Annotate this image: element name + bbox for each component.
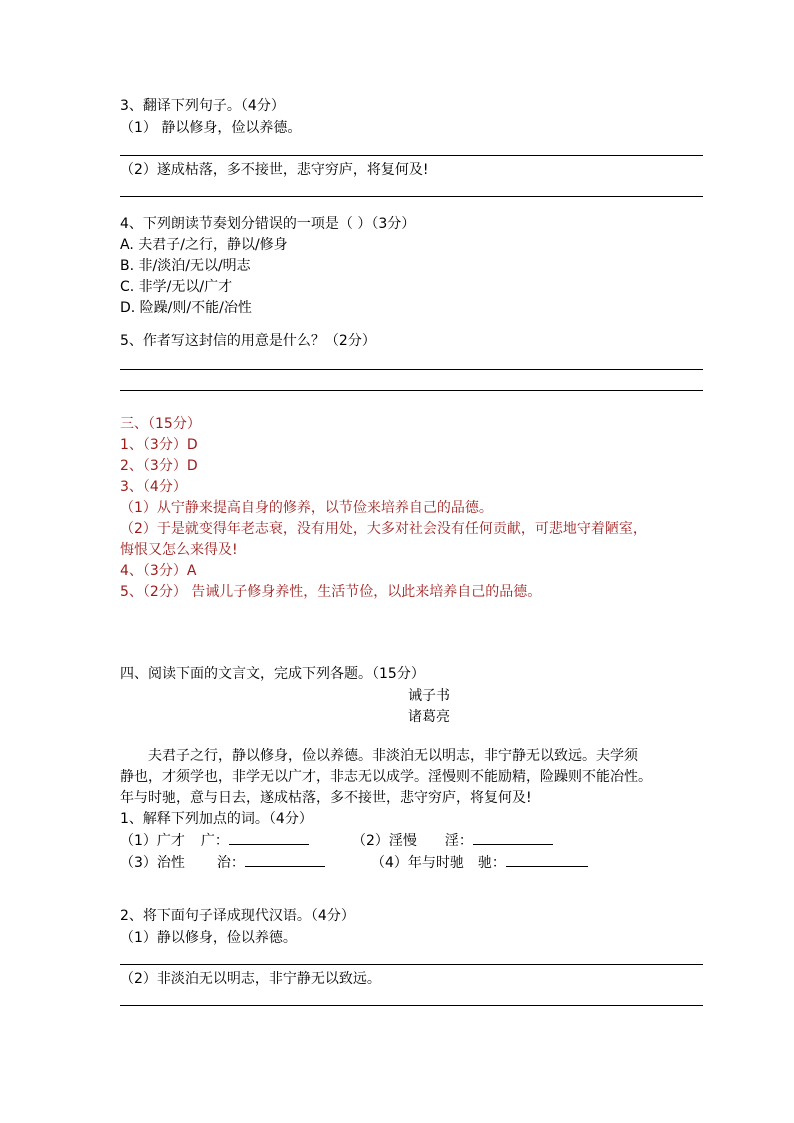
answer-line <box>120 390 703 391</box>
item-word: 淫： <box>444 833 473 849</box>
q4-option-d: D. 险躁/则/不能/冶性 <box>120 300 252 316</box>
answer-3: 3、（4分） <box>120 479 187 495</box>
answer-1: 1、（3分）D <box>120 437 198 453</box>
q5-heading: 5、作者写这封信的用意是什么？（2分） <box>120 333 376 349</box>
q4-option-c: C. 非学/无以/广才 <box>120 279 233 295</box>
passage-title: 诫子书 <box>408 688 450 704</box>
q4-option-a: A. 夫君子/之行，静以/修身 <box>120 237 288 253</box>
fill-blank[interactable] <box>245 852 325 867</box>
item-word: 驰： <box>477 855 506 871</box>
q4-heading: 4、下列朗读节奏划分错误的一项是（ ）（3分） <box>120 216 416 232</box>
answer-line <box>120 196 703 197</box>
item-word: 治： <box>216 855 245 871</box>
fill-blank[interactable] <box>229 830 309 845</box>
answer-line <box>120 964 703 965</box>
s4-q2-item-1: （1）静以修身，俭以养德。 <box>120 930 297 946</box>
s4-q1-item-4 <box>371 852 588 873</box>
section4-heading: 四、阅读下面的文言文，完成下列各题。（15分） <box>120 666 425 682</box>
s4-q1-item-2 <box>352 830 553 851</box>
item-label: （2）淫慢 <box>352 833 417 849</box>
passage-line-2: 静也，才须学也，非学无以广才，非志无以成学。淫慢则不能励精，险躁则不能冶性。 <box>120 769 652 785</box>
item-word: 广： <box>200 833 229 849</box>
answer-5: 5、（2分） 告诫儿子修身养性，生活节俭，以此来培养自己的品德。 <box>120 584 542 600</box>
s4-q1-heading: 1、解释下列加点的词。（4分） <box>120 811 313 827</box>
answer-line <box>120 1005 703 1006</box>
fill-blank[interactable] <box>506 852 588 867</box>
q3-heading: 3、翻译下列句子。（4分） <box>120 98 285 114</box>
fill-blank[interactable] <box>473 830 553 845</box>
passage-line-3: 年与时驰，意与日去，遂成枯落，多不接世，悲守穷庐，将复何及! <box>120 790 532 806</box>
answer-4: 4、（3分）A <box>120 563 197 579</box>
s4-q2-item-2: （2）非淡泊无以明志，非宁静无以致远。 <box>120 971 381 987</box>
answer-3-2: （2）于是就变得年老志衰，没有用处，大多对社会没有任何贡献，可悲地守着陋室， <box>120 521 647 537</box>
passage-author: 诸葛亮 <box>408 709 450 725</box>
q3-item-1: （1） 静以修身，俭以养德。 <box>120 120 302 136</box>
answer-2: 2、（3分）D <box>120 458 198 474</box>
s4-q1-item-1 <box>120 830 309 851</box>
answer-line <box>120 369 703 370</box>
answer-line <box>120 155 703 156</box>
item-label: （4）年与时驰 <box>371 855 464 871</box>
item-label: （3）治性 <box>120 855 185 871</box>
answers-heading: 三、（15分） <box>120 416 201 432</box>
passage-line-1: 夫君子之行，静以修身，俭以养德。非淡泊无以明志，非宁静无以致远。夫学须 <box>148 748 638 764</box>
q3-item-2: （2）遂成枯落，多不接世，悲守穷庐，将复何及! <box>120 162 429 178</box>
s4-q2-heading: 2、将下面句子译成现代汉语。（4分） <box>120 908 355 924</box>
item-label: （1）广才 <box>120 833 185 849</box>
answer-3-1: （1）从宁静来提高自身的修养，以节俭来培养自己的品德。 <box>120 500 493 516</box>
q4-option-b: B. 非/淡泊/无以/明志 <box>120 258 251 274</box>
s4-q1-item-3 <box>120 852 325 873</box>
answer-3-2-cont: 悔恨又怎么来得及! <box>120 542 238 558</box>
